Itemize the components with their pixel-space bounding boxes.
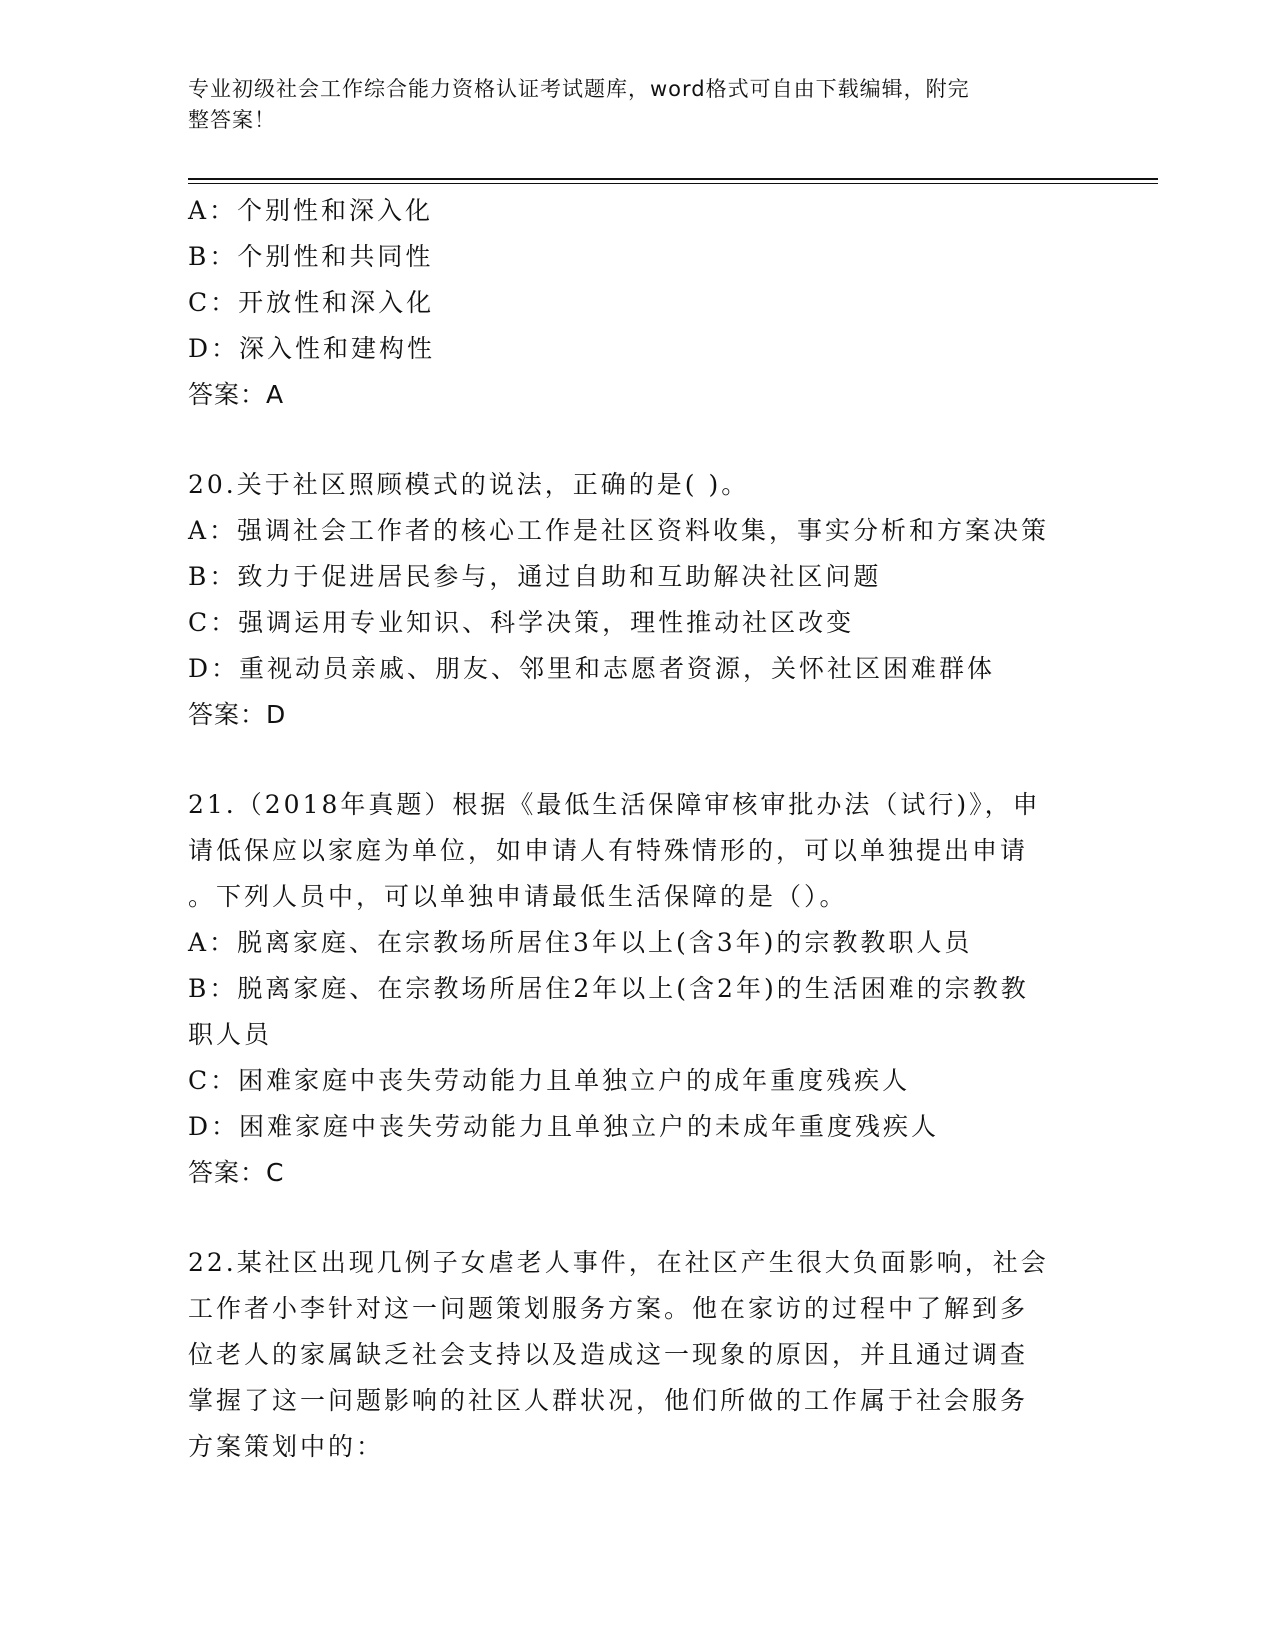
q19-option-a: A：个别性和深入化 [188,196,434,225]
spacer [188,738,1088,782]
spacer [188,1196,1088,1240]
q21-stem-line-2: 请低保应以家庭为单位，如申请人有特殊情形的，可以单独提出申请 [188,836,1029,865]
question-19 [188,188,1088,418]
q22-stem-line-3: 位老人的家属缺乏社会支持以及造成这一现象的原因，并且通过调查 [188,1340,1029,1369]
header-line-2: 整答案！ [188,108,276,132]
q20-option-c: C：强调运用专业知识、科学决策，理性推动社区改变 [188,608,855,637]
q22-stem-line-5: 方案策划中的： [188,1432,385,1461]
q19-answer: 答案：A [188,380,285,409]
header-divider-thick [188,178,1158,180]
question-20 [188,462,1088,738]
spacer [188,418,1088,462]
q21-option-b-line-1: B：脱离家庭、在宗教场所居住2年以上(含2年)的生活困难的宗教教 [188,974,1029,1003]
q21-stem-line-1: 21.（2018年真题）根据《最低生活保障审核审批办法（试行)》，申 [188,790,1041,819]
q19-option-b: B：个别性和共同性 [188,242,434,271]
question-22 [188,1240,1088,1470]
header-line-1: 专业初级社会工作综合能力资格认证考试题库，word格式可自由下载编辑，附完 [188,77,970,101]
q21-stem-line-3: 。下列人员中，可以单独申请最低生活保障的是（）。 [188,882,848,911]
q21-answer: 答案：C [188,1158,285,1187]
q20-stem: 20.关于社区照顾模式的说法，正确的是( )。 [188,470,750,499]
q19-option-c: C：开放性和深入化 [188,288,435,317]
q19-option-d: D：深入性和建构性 [188,334,436,363]
q21-option-a: A：脱离家庭、在宗教场所居住3年以上(含3年)的宗教教职人员 [188,928,973,957]
page-header [188,74,1068,136]
header-divider-thin [188,183,1158,184]
q21-option-b-line-2: 职人员 [188,1020,273,1049]
q22-stem-line-4: 掌握了这一问题影响的社区人群状况，他们所做的工作属于社会服务 [188,1386,1029,1415]
q21-option-d: D：困难家庭中丧失劳动能力且单独立户的未成年重度残疾人 [188,1112,940,1141]
q21-option-c: C：困难家庭中丧失劳动能力且单独立户的成年重度残疾人 [188,1066,911,1095]
q20-option-a: A：强调社会工作者的核心工作是社区资料收集，事实分析和方案决策 [188,516,1050,545]
q22-stem-line-1: 22.某社区出现几例子女虐老人事件，在社区产生很大负面影响，社会 [188,1248,1049,1277]
q20-option-b: B：致力于促进居民参与，通过自助和互助解决社区问题 [188,562,882,591]
q20-option-d: D：重视动员亲戚、朋友、邻里和志愿者资源，关怀社区困难群体 [188,654,996,683]
q22-stem-line-2: 工作者小李针对这一问题策划服务方案。他在家访的过程中了解到多 [188,1294,1029,1323]
q20-answer: 答案：D [188,700,287,729]
question-list [188,188,1088,1470]
question-21 [188,782,1088,1196]
